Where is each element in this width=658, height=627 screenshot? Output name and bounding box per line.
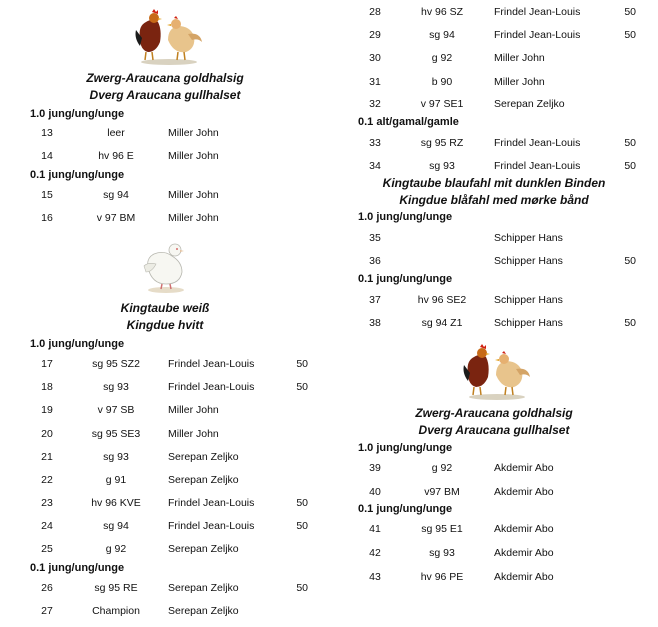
- table-row: [0, 603, 330, 619]
- section1-title-no: Dverg Araucana gullhalset: [89, 88, 241, 102]
- entry-owner: Serepan Zeljko: [168, 582, 239, 594]
- entry-owner: Miller John: [168, 212, 219, 224]
- table-row: [0, 187, 330, 203]
- entry-number: 31: [369, 76, 381, 88]
- chickens-illustration-icon: [132, 8, 206, 66]
- section2-title-de: Kingtaube weiß: [120, 301, 210, 315]
- table-row: [330, 4, 658, 20]
- entry-grade: sg 93: [429, 160, 455, 172]
- chickens-illustration-icon: [460, 343, 534, 401]
- section1-title-de: Zwerg-Araucana goldhalsig: [86, 71, 244, 85]
- section2-title-no: Kingdue hvitt: [126, 318, 204, 332]
- entry-grade: v 97 SB: [97, 404, 135, 416]
- entry-owner: Frindel Jean-Louis: [168, 381, 255, 393]
- entry-owner: Akdemir Abo: [494, 486, 554, 498]
- entry-grade: sg 95 SZ2: [92, 358, 140, 370]
- group-label: 1.0 jung/ung/unge: [358, 442, 453, 454]
- table-row: [0, 402, 330, 418]
- entry-grade: sg 94: [103, 520, 129, 532]
- entry-number: 26: [41, 582, 53, 594]
- entry-number: 33: [369, 137, 381, 149]
- entry-grade: hv 96 PE: [420, 571, 464, 583]
- table-row: [0, 356, 330, 372]
- entry-grade: sg 95 RZ: [420, 137, 464, 149]
- entry-number: 20: [41, 428, 53, 440]
- entry-owner: Miller John: [494, 76, 545, 88]
- white-pigeon-illustration-icon: [142, 238, 190, 294]
- table-row: [330, 27, 658, 43]
- group-label: 1.0 jung/ung/unge: [30, 338, 125, 350]
- entry-owner: Frindel Jean-Louis: [168, 520, 255, 532]
- section4-title-no: Dverg Araucana gullhalset: [418, 423, 570, 437]
- entry-owner: Akdemir Abo: [494, 462, 554, 474]
- entry-grade: v 97 SE1: [420, 98, 464, 110]
- entry-owner: Serepan Zeljko: [494, 98, 565, 110]
- entry-owner: Frindel Jean-Louis: [168, 358, 255, 370]
- table-row: [0, 426, 330, 442]
- entry-grade: g 92: [105, 543, 127, 555]
- entry-owner: Akdemir Abo: [494, 523, 554, 535]
- entry-price: 50: [624, 255, 636, 267]
- table-row: [330, 135, 658, 151]
- table-row: [0, 210, 330, 226]
- entry-owner: Frindel Jean-Louis: [494, 29, 581, 41]
- entry-grade: g 92: [431, 462, 453, 474]
- entry-price: 50: [296, 497, 308, 509]
- entry-number: 42: [369, 547, 381, 559]
- entry-owner: Schipper Hans: [494, 232, 563, 244]
- section3-title-no: Kingdue blåfahl med mørke bånd: [399, 193, 589, 207]
- entry-price: 50: [296, 520, 308, 532]
- entry-number: 18: [41, 381, 53, 393]
- group-label: 0.1 jung/ung/unge: [358, 273, 453, 285]
- group-label: 1.0 jung/ung/unge: [358, 211, 453, 223]
- entry-number: 17: [41, 358, 53, 370]
- entry-grade: sg 95 SE3: [91, 428, 141, 440]
- table-row: [330, 569, 658, 585]
- entry-owner: Miller John: [494, 52, 545, 64]
- entry-number: 14: [41, 150, 53, 162]
- entry-grade: sg 94: [103, 189, 129, 201]
- entry-number: 25: [41, 543, 53, 555]
- entry-owner: Schipper Hans: [494, 294, 563, 306]
- entry-price: 50: [624, 6, 636, 18]
- entry-owner: Schipper Hans: [494, 255, 563, 267]
- group-label: 0.1 alt/gamal/gamle: [358, 116, 459, 128]
- entry-owner: Frindel Jean-Louis: [494, 6, 581, 18]
- entry-owner: Miller John: [168, 428, 219, 440]
- entry-price: 50: [296, 381, 308, 393]
- entry-grade: hv 96 KVE: [91, 497, 141, 509]
- entry-owner: Akdemir Abo: [494, 571, 554, 583]
- entry-number: 32: [369, 98, 381, 110]
- entry-grade: v 97 BM: [96, 212, 136, 224]
- entry-owner: Miller John: [168, 189, 219, 201]
- entry-number: 15: [41, 189, 53, 201]
- table-row: [330, 315, 658, 331]
- entry-grade: sg 94: [429, 29, 455, 41]
- entry-owner: Frindel Jean-Louis: [494, 137, 581, 149]
- table-row: [330, 484, 658, 500]
- entry-number: 36: [369, 255, 381, 267]
- table-row: [330, 253, 658, 269]
- table-row: [330, 230, 658, 246]
- entry-number: 13: [41, 127, 53, 139]
- table-row: [330, 74, 658, 90]
- table-row: [0, 495, 330, 511]
- table-row: [330, 521, 658, 537]
- entry-grade: hv 96 E: [98, 150, 134, 162]
- entry-number: 21: [41, 451, 53, 463]
- table-row: [330, 96, 658, 112]
- group-label: 0.1 jung/ung/unge: [358, 503, 453, 515]
- entry-number: 35: [369, 232, 381, 244]
- entry-number: 16: [41, 212, 53, 224]
- section3-title-de: Kingtaube blaufahl mit dunklen Binden: [382, 176, 606, 190]
- entry-owner: Miller John: [168, 127, 219, 139]
- entry-grade: g 92: [431, 52, 453, 64]
- table-row: [0, 379, 330, 395]
- table-row: [330, 545, 658, 561]
- table-row: [330, 158, 658, 174]
- entry-number: 37: [369, 294, 381, 306]
- entry-number: 19: [41, 404, 53, 416]
- entry-number: 23: [41, 497, 53, 509]
- table-row: [330, 292, 658, 308]
- entry-owner: Schipper Hans: [494, 317, 563, 329]
- entry-price: 50: [624, 29, 636, 41]
- entry-owner: Miller John: [168, 150, 219, 162]
- entry-number: 24: [41, 520, 53, 532]
- table-row: [330, 460, 658, 476]
- entry-number: 27: [41, 605, 53, 617]
- table-row: [0, 125, 330, 141]
- table-row: [0, 541, 330, 557]
- table-row: [0, 580, 330, 596]
- entry-grade: sg 95 RE: [94, 582, 138, 594]
- entry-number: 30: [369, 52, 381, 64]
- entry-number: 22: [41, 474, 53, 486]
- group-label: 0.1 jung/ung/unge: [30, 169, 125, 181]
- group-label: 0.1 jung/ung/unge: [30, 562, 125, 574]
- entry-grade: sg 93: [103, 451, 129, 463]
- table-row: [0, 518, 330, 534]
- entry-grade: sg 93: [429, 547, 455, 559]
- group-label: 1.0 jung/ung/unge: [30, 108, 125, 120]
- entry-grade: hv 96 SE2: [417, 294, 467, 306]
- table-row: [0, 449, 330, 465]
- entry-grade: Champion: [92, 605, 140, 617]
- entry-owner: Miller John: [168, 404, 219, 416]
- entry-number: 38: [369, 317, 381, 329]
- entry-number: 43: [369, 571, 381, 583]
- entry-owner: Serepan Zeljko: [168, 605, 239, 617]
- entry-owner: Serepan Zeljko: [168, 474, 239, 486]
- entry-owner: Akdemir Abo: [494, 547, 554, 559]
- entry-price: 50: [296, 582, 308, 594]
- entry-grade: hv 96 SZ: [420, 6, 464, 18]
- entry-grade: g 91: [105, 474, 127, 486]
- entry-owner: Serepan Zeljko: [168, 543, 239, 555]
- entry-grade: b 90: [431, 76, 453, 88]
- entry-price: 50: [296, 358, 308, 370]
- entry-owner: Serepan Zeljko: [168, 451, 239, 463]
- entry-owner: Frindel Jean-Louis: [168, 497, 255, 509]
- table-row: [0, 472, 330, 488]
- table-row: [0, 148, 330, 164]
- entry-owner: Frindel Jean-Louis: [494, 160, 581, 172]
- entry-grade: leer: [107, 127, 125, 139]
- entry-grade: sg 95 E1: [421, 523, 463, 535]
- entry-number: 29: [369, 29, 381, 41]
- entry-price: 50: [624, 137, 636, 149]
- entry-number: 34: [369, 160, 381, 172]
- entry-grade: sg 94 Z1: [421, 317, 463, 329]
- entry-grade: sg 93: [103, 381, 129, 393]
- entry-number: 28: [369, 6, 381, 18]
- entry-number: 39: [369, 462, 381, 474]
- entry-price: 50: [624, 160, 636, 172]
- entry-grade: v97 BM: [424, 486, 460, 498]
- section4-title-de: Zwerg-Araucana goldhalsig: [415, 406, 573, 420]
- entry-number: 40: [369, 486, 381, 498]
- entry-price: 50: [624, 317, 636, 329]
- table-row: [330, 50, 658, 66]
- entry-number: 41: [369, 523, 381, 535]
